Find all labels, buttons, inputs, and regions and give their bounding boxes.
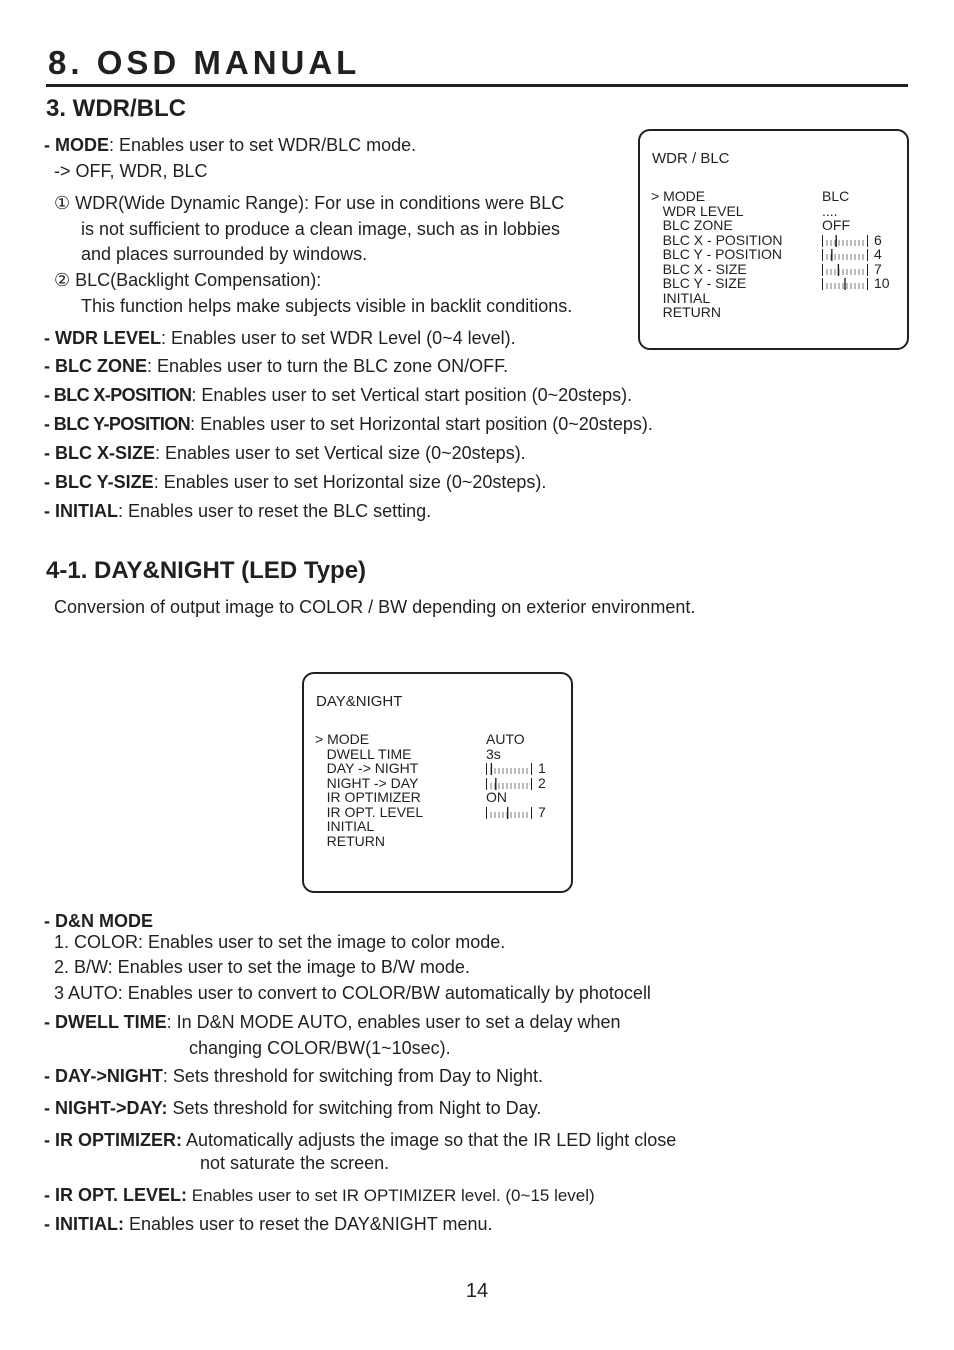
dn-mode-3: 3 AUTO: Enables user to convert to COLOR/BW automatically by photocell [54, 983, 651, 1003]
wdr-osd-title: WDR / BLC [652, 150, 730, 167]
osd-level-value: 10 [874, 275, 890, 291]
item-key: - IR OPT. LEVEL: [44, 1185, 188, 1205]
blc-desc-2: This function helps make subjects visible in backlit conditions. [81, 296, 573, 316]
dn-osd-title: DAY&NIGHT [316, 693, 403, 710]
osd-level-value: 7 [874, 260, 882, 277]
osd-level-bar [486, 807, 532, 819]
wdr-item [44, 442, 526, 464]
osd-level-bar [822, 278, 868, 290]
osd-row-value: BLC [822, 188, 850, 204]
item-key: - INITIAL [44, 501, 118, 521]
dn-mode-1: 1. COLOR: Enables user to set the image to color mode. [54, 932, 506, 952]
item-text: : Enables user to set WDR Level (0~4 level). [161, 328, 516, 348]
dn-dwell [44, 1011, 621, 1033]
page-title: 8. OSD MANUAL [48, 44, 361, 81]
dn-ir-optimizer-2: not saturate the screen. [200, 1153, 390, 1173]
item-key: - BLC Y-SIZE [44, 472, 154, 492]
wdr-desc-3: and places surrounded by windows. [81, 244, 368, 264]
osd-row-value [822, 233, 882, 248]
osd-level-bar [486, 763, 532, 775]
osd-row-label: WDR LEVEL [651, 202, 744, 219]
osd-level-bar [822, 249, 868, 261]
item-key: - BLC X-POSITION [44, 385, 192, 405]
item-text: Automatically adjusts the image so that the IR LED light close [182, 1130, 677, 1150]
osd-row-label: BLC ZONE [651, 217, 733, 233]
wdr-mode-key: - MODE [44, 135, 109, 155]
page-number: 14 [465, 1280, 489, 1302]
item-text: : Sets threshold for switching from Day to Night. [162, 1066, 544, 1086]
osd-level-bar [486, 778, 532, 790]
osd-row-label: > MODE [651, 188, 706, 204]
item-key: - BLC X-SIZE [44, 443, 155, 463]
dn-day-night [44, 1065, 543, 1087]
wdr-mode-text: : Enables user to set WDR/BLC mode. [109, 135, 417, 155]
dn-dwell-2: changing COLOR/BW(1~10sec). [189, 1038, 451, 1058]
item-key: - BLC Y-POSITION [44, 414, 191, 434]
item-text: : Enables user to turn the BLC zone ON/OFF. [147, 356, 509, 376]
item-text: Enables user to reset the DAY&NIGHT menu. [123, 1214, 493, 1234]
osd-row-label: RETURN [651, 304, 721, 320]
osd-row-value [822, 262, 882, 277]
osd-row-value: 3s [486, 745, 501, 762]
item-key: - BLC ZONE [44, 356, 147, 376]
item-key: - INITIAL: [44, 1214, 124, 1234]
blc-desc-1: ② BLC(Backlight Compensation): [54, 270, 322, 290]
osd-row-label: INITIAL [651, 289, 711, 306]
osd-row-value: .... [822, 202, 838, 219]
item-text: : Enables user to set Vertical size (0~20steps). [155, 443, 526, 463]
item-text: Sets threshold for switching from Night to Day. [167, 1098, 542, 1118]
wdr-item [44, 413, 653, 435]
title-rule [46, 84, 908, 87]
osd-row-label: BLC Y - SIZE [651, 275, 747, 291]
osd-row-label: BLC Y - POSITION [651, 246, 782, 262]
osd-row-label: IR OPT. LEVEL [315, 803, 424, 820]
item-key: - WDR LEVEL [44, 328, 161, 348]
osd-row-value [486, 805, 546, 820]
osd-level-value: 6 [874, 231, 882, 248]
osd-row-value: OFF [822, 217, 850, 233]
item-text: : Enables user to set Horizontal start position (0~20steps). [190, 414, 653, 434]
dn-mode-key-text: - D&N MODE [44, 911, 153, 931]
osd-level-value: 1 [538, 760, 546, 776]
osd-row-value: AUTO [486, 731, 525, 747]
dn-night-day [44, 1097, 541, 1119]
dn-intro: Conversion of output image to COLOR / BW depending on exterior environment. [54, 597, 696, 617]
osd-level-bar [822, 235, 868, 247]
item-text: : Enables user to reset the BLC setting. [118, 501, 432, 521]
wdr-item [44, 471, 546, 493]
osd-row-label: RETURN [315, 832, 385, 849]
wdr-item [44, 384, 632, 406]
wdr-heading: 3. WDR/BLC [46, 95, 186, 122]
osd-row-label: DWELL TIME [315, 745, 412, 762]
osd-row-label: BLC X - SIZE [651, 260, 747, 277]
item-text: : Enables user to set Horizontal size (0~20steps). [153, 472, 547, 492]
dn-ir-level [44, 1184, 595, 1207]
item-text: Enables user to set IR OPTIMIZER level. (0~15 level) [187, 1186, 595, 1205]
wdr-mode-options: -> OFF, WDR, BLC [54, 161, 208, 181]
item-text: : Enables user to set Vertical start position (0~20steps). [191, 385, 633, 405]
item-key: - DAY->NIGHT [44, 1066, 163, 1086]
osd-row-label: INITIAL [315, 818, 375, 834]
osd-level-value: 4 [874, 246, 882, 262]
osd-level-value: 2 [538, 774, 546, 791]
item-key: - IR OPTIMIZER: [44, 1130, 182, 1150]
wdr-mode-line [44, 134, 416, 156]
osd-row-value: ON [486, 789, 507, 805]
dn-heading: 4-1. DAY&NIGHT (LED Type) [46, 557, 367, 584]
dn-initial [44, 1213, 492, 1235]
item-key: - NIGHT->DAY: [44, 1098, 168, 1118]
dn-ir-optimizer [44, 1129, 676, 1151]
osd-row-label: DAY -> NIGHT [315, 760, 419, 776]
wdr-desc-1: ① WDR(Wide Dynamic Range): For use in conditions were BLC [54, 193, 565, 213]
dn-osd-screen [302, 672, 573, 893]
osd-level-bar [822, 264, 868, 276]
osd-level-value: 7 [538, 803, 546, 820]
item-text: : In D&N MODE AUTO, enables user to set a delay when [166, 1012, 621, 1032]
osd-row-label: BLC X - POSITION [651, 231, 783, 248]
osd-row-label: > MODE [315, 731, 370, 747]
osd-row-value [486, 761, 546, 776]
wdr-item [44, 500, 431, 522]
dn-mode-2: 2. B/W: Enables user to set the image to B/W mode. [54, 957, 470, 977]
wdr-desc-2: is not sufficient to produce a clean image, such as in lobbies [81, 219, 560, 239]
dn-mode-key [44, 910, 153, 932]
osd-row-label: IR OPTIMIZER [315, 789, 421, 805]
wdr-item [44, 327, 516, 349]
osd-row-label: NIGHT -> DAY [315, 774, 419, 791]
wdr-osd-screen [638, 129, 909, 350]
item-key: - DWELL TIME [44, 1012, 167, 1032]
osd-row-value [822, 276, 890, 291]
wdr-item [44, 355, 508, 377]
osd-row-value [486, 776, 546, 791]
osd-row-value [822, 247, 882, 262]
